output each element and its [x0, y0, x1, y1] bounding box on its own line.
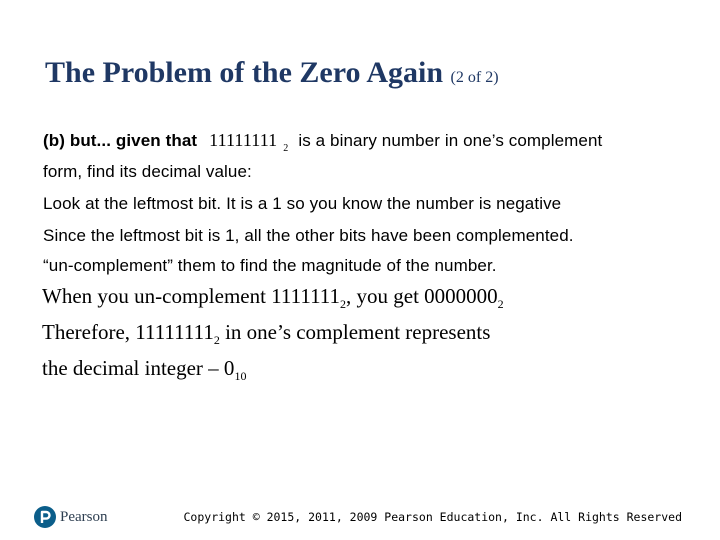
- title-main: The Problem of the Zero Again: [45, 56, 444, 89]
- math-line-2-b: in one’s complement represents: [219, 320, 491, 344]
- math-line-2: [42, 320, 490, 348]
- math-line-1-a: When you un-complement 1111111: [42, 284, 341, 308]
- math-line-3-sub: 10: [234, 369, 247, 384]
- pearson-logo-text: Pearson: [60, 508, 108, 525]
- math-line-3: [42, 356, 246, 384]
- title-page-indicator: (2 of 2): [450, 69, 499, 86]
- math-line-2-a: Therefore, 11111111: [42, 320, 214, 344]
- math-line-1-sub2: 2: [497, 297, 504, 312]
- binary-number: [209, 130, 288, 154]
- body-line-2: form, find its decimal value:: [43, 162, 252, 181]
- math-line-3-a: the decimal integer – 0: [42, 356, 235, 380]
- body-line-1: [43, 130, 602, 154]
- slide-title: [45, 56, 499, 90]
- body-line-5: “un-complement” them to find the magnitude of the number.: [43, 256, 497, 275]
- pearson-logo: [34, 506, 108, 528]
- math-line-1: [42, 284, 504, 312]
- body-line-1-suffix: is a binary number in one’s complement: [298, 131, 603, 150]
- math-line-1-sub1: 2: [340, 297, 347, 312]
- body-line-4: Since the leftmost bit is 1, all the other bits have been complemented.: [43, 226, 574, 245]
- binary-number-digits: 11111111: [209, 130, 278, 150]
- pearson-p-icon: [34, 506, 56, 528]
- binary-number-base: 2: [283, 142, 289, 154]
- part-b-label: (b) but... given that: [43, 131, 198, 150]
- math-line-1-b: , you get 0000000: [346, 284, 498, 308]
- body-line-3: Look at the leftmost bit. It is a 1 so you know the number is negative: [43, 194, 562, 213]
- math-line-2-sub: 2: [213, 333, 220, 348]
- copyright-notice: Copyright © 2015, 2011, 2009 Pearson Education, Inc. All Rights Reserved: [183, 510, 682, 524]
